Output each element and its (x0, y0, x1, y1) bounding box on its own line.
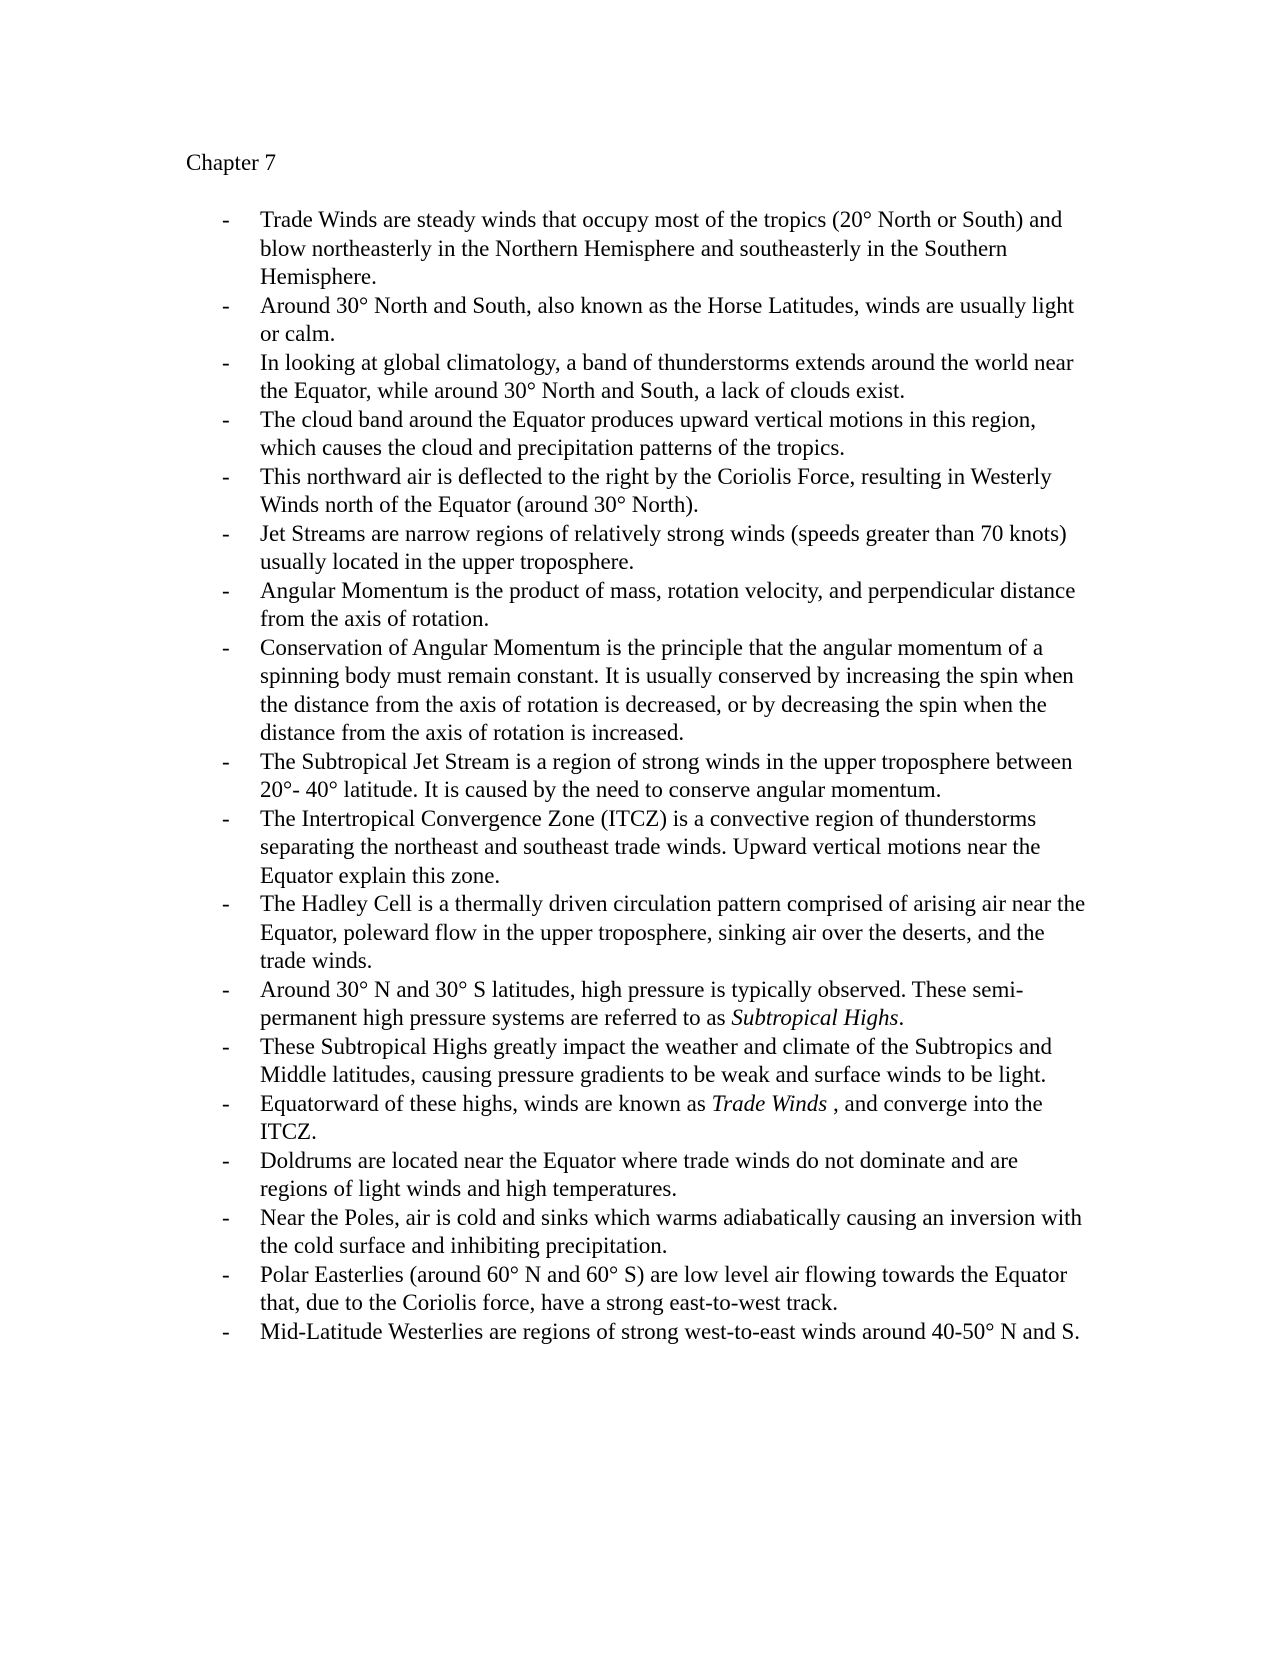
list-item (186, 577, 1086, 634)
list-item (186, 349, 1086, 406)
text-segment: Around 30° North and South, also known as the Horse Latitudes, winds are usually light or calm. (260, 292, 1075, 346)
list-item-text (260, 1033, 1086, 1090)
bullet-marker: - (222, 748, 230, 774)
bullet-marker: - (222, 349, 230, 375)
list-item (186, 406, 1086, 463)
list-item (186, 520, 1086, 577)
list-item (186, 890, 1086, 976)
bullet-marker: - (222, 207, 230, 232)
list-item-text (260, 292, 1086, 349)
bullet-marker: - (222, 406, 230, 432)
text-segment: The Hadley Cell is a thermally driven circulation pattern comprised of arising air near the Equator, poleward flow in the upper troposphere, sinking air over the deserts, and the trade winds. (260, 891, 1086, 973)
text-segment: This northward air is deflected to the right by the Coriolis Force, resulting in Westerly Winds north of the Equator (around 30° North). (260, 463, 1052, 517)
bullet-marker: - (222, 891, 230, 916)
text-segment: These Subtropical Highs greatly impact the weather and climate of the Subtropics and Middle latitudes, causing pressure gradients to be weak and surface winds to be light. (260, 1033, 1052, 1087)
bullet-marker: - (222, 520, 230, 546)
text-segment: Around 30° N and 30° S latitudes, high pressure is typically observed. These semi-permanent high pressure systems are referred to as (260, 976, 1024, 1030)
bullet-list (186, 206, 1086, 1346)
bullet-marker: - (222, 1147, 230, 1173)
list-item (186, 1318, 1086, 1347)
bullet-marker: - (222, 463, 230, 489)
list-item (186, 1033, 1086, 1090)
text-segment: Equatorward of these highs, winds are known as (260, 1090, 712, 1116)
text-segment: The cloud band around the Equator produces upward vertical motions in this region, which causes the cloud and precipitation patterns of the tropics. (260, 406, 1037, 460)
list-item (186, 976, 1086, 1033)
list-item-text (260, 206, 1086, 292)
list-item-text (260, 463, 1086, 520)
text-segment: Angular Momentum is the product of mass, rotation velocity, and perpendicular distance from the axis of rotation. (260, 577, 1076, 631)
list-item-text (260, 805, 1086, 891)
list-item (186, 292, 1086, 349)
bullet-marker: - (222, 577, 230, 603)
list-item-text (260, 520, 1086, 577)
list-item-text (260, 1147, 1086, 1204)
text-segment: In looking at global climatology, a band of thunderstorms extends around the world near the Equator, while around 30° North and South, a lack of clouds exist. (260, 349, 1074, 403)
text-segment: The Intertropical Convergence Zone (ITCZ) is a convective region of thunderstorms separating the northeast and southeast trade winds. Upward vertical motions near the Equator explain this zone. (260, 805, 1041, 888)
list-item-text (260, 349, 1086, 406)
text-segment: . (898, 1005, 905, 1030)
list-item-text (260, 1090, 1086, 1147)
list-item-text (260, 577, 1086, 634)
list-item-text (260, 634, 1086, 748)
text-segment: Trade Winds are steady winds that occupy most of the tropics (20° North or South) and blow northeasterly in the Northern Hemisphere and southeasterly in the Southern Hemisphere. (260, 207, 1063, 289)
list-item-text (260, 890, 1086, 976)
text-segment: Jet Streams are narrow regions of relatively strong winds (speeds greater than 70 knots) usually located in the upper troposphere. (260, 520, 1067, 574)
list-item (186, 463, 1086, 520)
bullet-marker: - (222, 805, 230, 831)
list-item-text (260, 406, 1086, 463)
list-item (186, 1204, 1086, 1261)
list-item (186, 1090, 1086, 1147)
italic-term: Subtropical Highs (731, 1005, 899, 1030)
text-segment: Mid-Latitude Westerlies are regions of strong west-to-east winds around 40-50° N and S. (260, 1318, 1081, 1344)
bullet-marker: - (222, 1261, 230, 1287)
list-item (186, 1147, 1086, 1204)
list-item (186, 206, 1086, 292)
bullet-marker: - (222, 1090, 230, 1116)
list-item (186, 748, 1086, 805)
text-segment: Polar Easterlies (around 60° N and 60° S) are low level air flowing towards the Equator that, due to the Coriolis force, have a strong east-to-west track. (260, 1261, 1068, 1315)
bullet-marker: - (222, 976, 230, 1002)
text-segment: Near the Poles, air is cold and sinks which warms adiabatically causing an inversion with the cold surface and inhibiting precipitation. (260, 1204, 1083, 1258)
bullet-marker: - (222, 1318, 230, 1344)
text-segment: The Subtropical Jet Stream is a region of strong winds in the upper troposphere between 20°- 40° latitude. It is caused by the need to conserve angular momentum. (260, 748, 1073, 802)
text-segment: Conservation of Angular Momentum is the principle that the angular momentum of a spinning body must remain constant. It is usually conserved by increasing the spin when the distance from the axis of rotation is decreased, or by decreasing the spin when the distance from the axis of rotation is increased. (260, 634, 1074, 745)
bullet-marker: - (222, 1204, 230, 1230)
list-item-text (260, 1261, 1086, 1318)
list-item-text (260, 1318, 1086, 1347)
text-segment: , and converge into the ITCZ. (260, 1090, 1043, 1144)
list-item-text (260, 748, 1086, 805)
bullet-marker: - (222, 292, 230, 318)
list-item-text (260, 976, 1086, 1033)
text-segment: Doldrums are located near the Equator where trade winds do not dominate and are regions of light winds and high temperatures. (260, 1147, 1019, 1201)
chapter-title: Chapter 7 (186, 150, 277, 175)
list-item (186, 1261, 1086, 1318)
italic-term: Trade Winds (711, 1090, 828, 1116)
bullet-marker: - (222, 1033, 230, 1059)
bullet-marker: - (222, 634, 230, 660)
list-item (186, 805, 1086, 891)
list-item-text (260, 1204, 1086, 1261)
list-item (186, 634, 1086, 748)
